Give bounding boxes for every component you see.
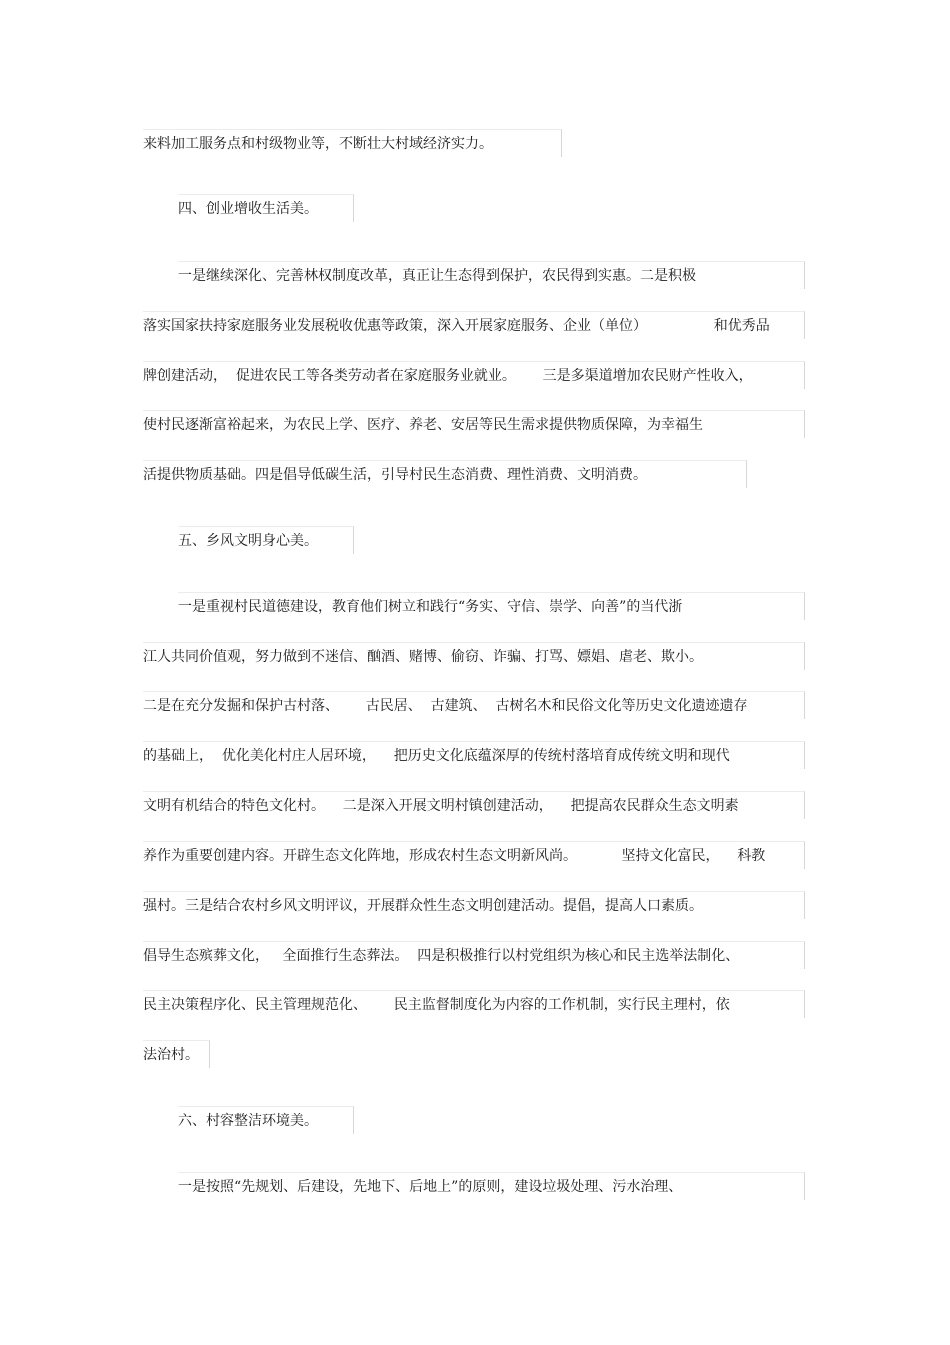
- paragraph-line: 法治村。: [143, 1040, 210, 1068]
- paragraph-line: 倡导生态殡葬文化， 全面推行生态葬法。 四是积极推行以村党组织为核心和民主选举法制化、: [143, 941, 805, 969]
- paragraph-line: 一是重视村民道德建设，教育他们树立和践行“务实、守信、崇学、向善”的当代浙: [178, 592, 805, 620]
- paragraph-line: 一是继续深化、完善林权制度改革，真正让生态得到保护，农民得到实惠。二是积极: [178, 261, 805, 289]
- paragraph-line: 使村民逐渐富裕起来，为农民上学、医疗、养老、安居等民生需求提供物质保障，为幸福生: [143, 410, 805, 438]
- paragraph-line: 牌创建活动， 促进农民工等各类劳动者在家庭服务业就业。 三是多渠道增加农民财产性收入，: [143, 361, 805, 389]
- paragraph-line: 二是在充分发掘和保护古村落、 古民居、 古建筑、 古树名木和民俗文化等历史文化遗迹遗存: [143, 691, 805, 719]
- paragraph-line: 强村。三是结合农村乡风文明评议，开展群众性生态文明创建活动。提倡，提高人口素质。: [143, 891, 805, 919]
- paragraph-line: 一是按照“先规划、后建设，先地下、后地上”的原则，建设垃圾处理、污水治理、: [178, 1172, 805, 1200]
- paragraph-line: 活提供物质基础。四是倡导低碳生活，引导村民生态消费、理性消费、文明消费。: [143, 460, 747, 488]
- paragraph-line: 落实国家扶持家庭服务业发展税收优惠等政策，深入开展家庭服务、企业（单位） 和优秀品: [143, 311, 805, 339]
- paragraph-line: 文明有机结合的特色文化村。 二是深入开展文明村镇创建活动， 把提高农民群众生态文明素: [143, 791, 805, 819]
- paragraph-line: 养作为重要创建内容。开辟生态文化阵地，形成农村生态文明新风尚。 坚持文化富民， 科教: [143, 841, 805, 869]
- paragraph-line: 民主决策程序化、民主管理规范化、 民主监督制度化为内容的工作机制，实行民主理村，依: [143, 990, 805, 1018]
- section-heading-5: 五、乡风文明身心美。: [178, 526, 354, 554]
- paragraph-line: 江人共同价值观，努力做到不迷信、酗酒、赌博、偷窃、诈骗、打骂、嫖娼、虐老、欺小。: [143, 642, 805, 670]
- paragraph-line: 来料加工服务点和村级物业等，不断壮大村域经济实力。: [143, 129, 562, 157]
- section-heading-6: 六、村容整洁环境美。: [178, 1106, 354, 1134]
- paragraph-line: 的基础上， 优化美化村庄人居环境， 把历史文化底蕴深厚的传统村落培育成传统文明和现代: [143, 741, 805, 769]
- section-heading-4: 四、创业增收生活美。: [178, 194, 354, 222]
